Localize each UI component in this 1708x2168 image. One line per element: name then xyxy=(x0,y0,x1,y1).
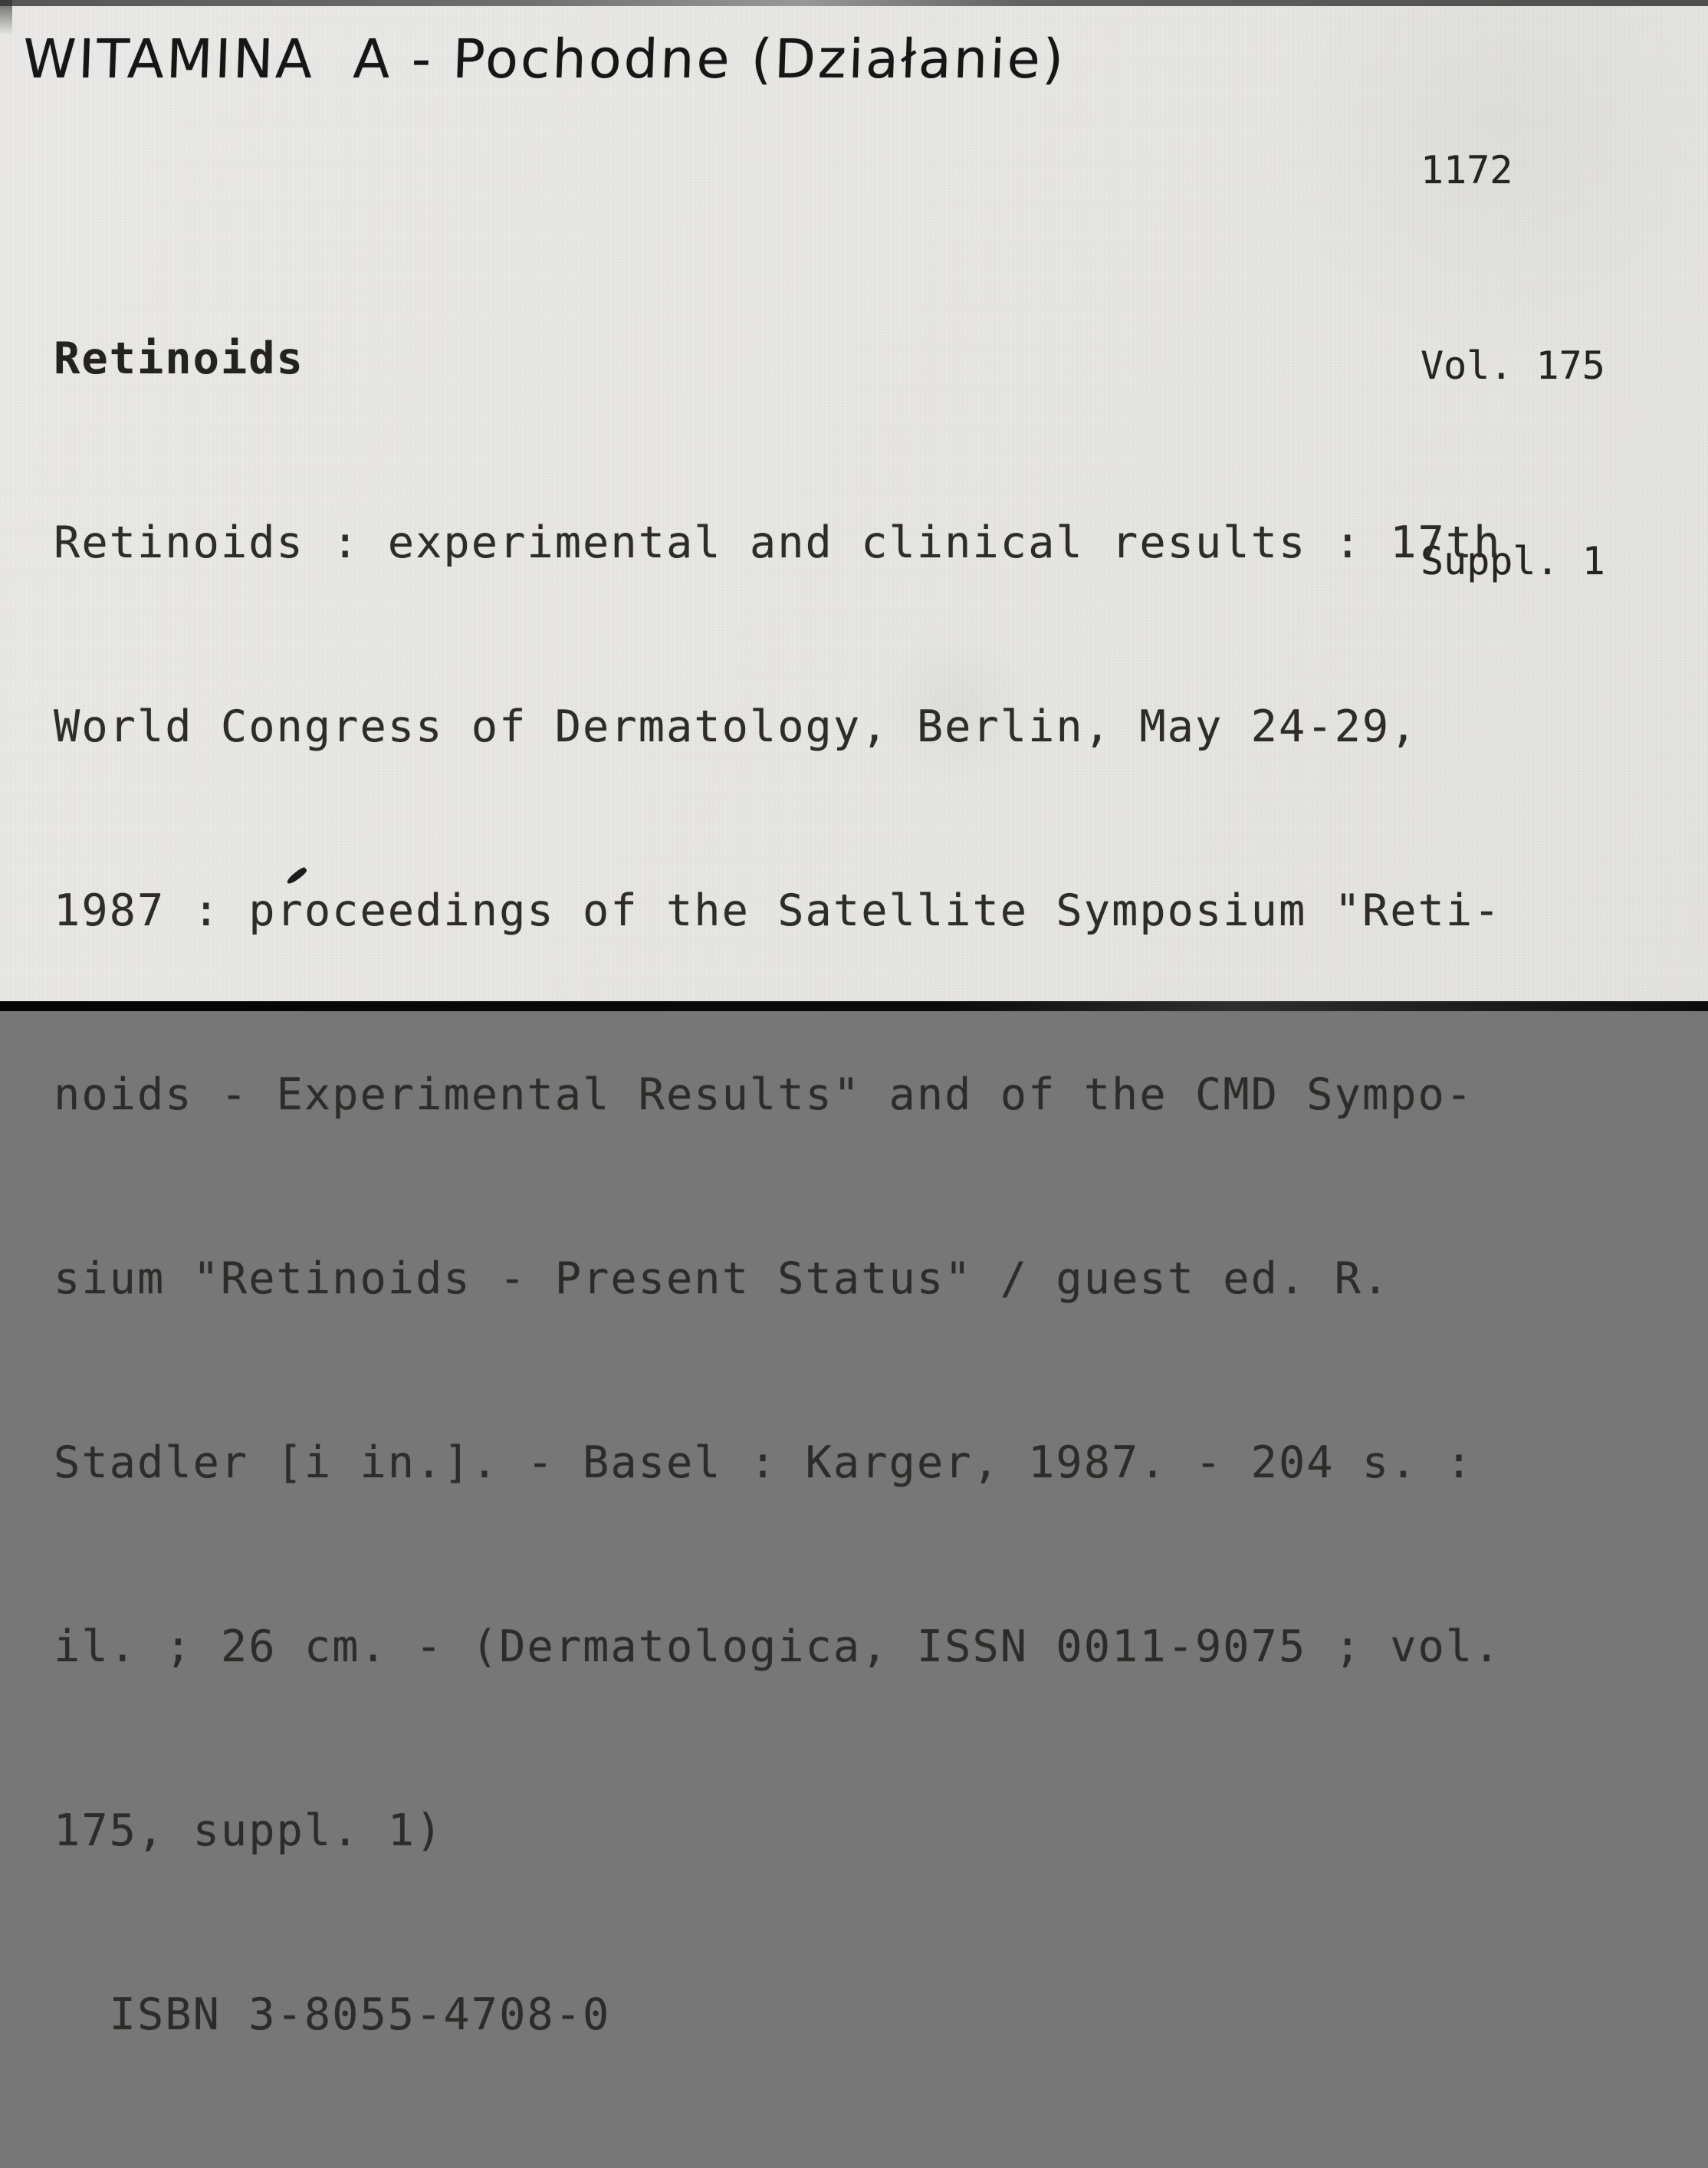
scan-edge-top-strip xyxy=(0,0,1708,6)
description-line: 1987 : proceedings of the Satellite Symposium "Reti- xyxy=(54,885,1502,936)
entry-title: Retinoids xyxy=(54,333,304,384)
scan-edge-bottom-strip xyxy=(0,1001,1708,1011)
description-line: sium "Retinoids - Present Status" / guest ed. R. xyxy=(54,1253,1391,1304)
description-line: noids - Experimental Results" and of the CMD Sympo- xyxy=(54,1069,1474,1120)
volume-number: Vol. 175 xyxy=(1421,343,1605,388)
subject-heading-handwritten: WITAMINA A - Pochodne (Działanie) xyxy=(21,28,1067,90)
accession-number: 1172 xyxy=(1421,148,1513,192)
description-line: 175, suppl. 1) xyxy=(54,1805,444,1856)
description-line: ISBN 3-8055-4708-0 xyxy=(54,1989,611,2040)
bibliographic-entry xyxy=(54,205,1501,2168)
description-line: Stadler [i in.]. - Basel : Karger, 1987. - 204 s. : xyxy=(54,1437,1474,1488)
description-line: il. ; 26 cm. - (Dermatologica, ISSN 0011-9075 ; vol. xyxy=(54,1621,1502,1672)
description-line: World Congress of Dermatology, Berlin, May 24-29, xyxy=(54,701,1418,752)
scan-corner-artifact xyxy=(0,0,12,35)
supplement-number: Suppl. 1 xyxy=(1421,539,1605,583)
description-line: Retinoids : experimental and clinical results : 17th xyxy=(54,517,1502,568)
